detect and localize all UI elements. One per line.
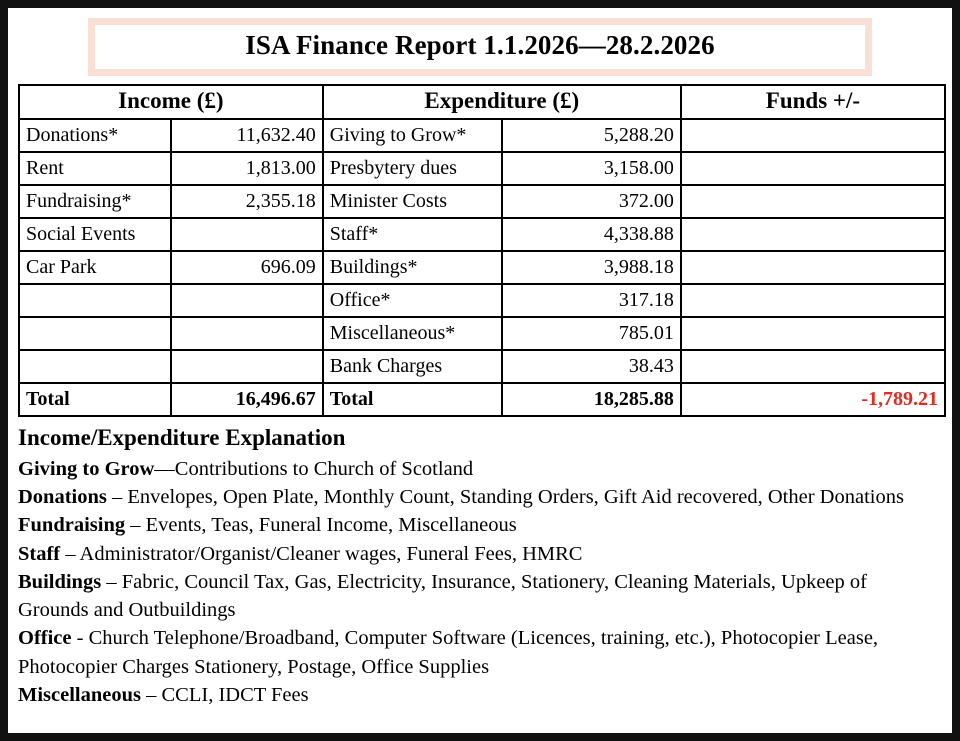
expenditure-label-5: Office* <box>323 284 502 317</box>
explanation-detail-4: Fabric, Council Tax, Gas, Electricity, Insurance, Stationery, Cleaning Materials, Upkeep of Grounds and Outbuildings <box>18 570 867 622</box>
income-label-0: Donations* <box>19 119 171 152</box>
table-row <box>19 317 945 350</box>
expenditure-label-1: Presbytery dues <box>323 152 502 185</box>
funds-value-1 <box>681 152 945 185</box>
income-amount-1: 1,813.00 <box>171 152 323 185</box>
income-label-5 <box>19 284 171 317</box>
income-label-3: Social Events <box>19 218 171 251</box>
explanation-detail-1: Envelopes, Open Plate, Monthly Count, Standing Orders, Gift Aid recovered, Other Donations <box>127 486 904 509</box>
expenditure-total-label: Total <box>323 383 502 416</box>
income-amount-6 <box>171 317 323 350</box>
expenditure-amount-5: 317.18 <box>502 284 681 317</box>
explanation-term-3: Staff <box>18 542 61 565</box>
funds-value-0 <box>681 119 945 152</box>
finance-table <box>18 84 946 417</box>
expenditure-amount-3: 4,338.88 <box>502 218 681 251</box>
income-amount-2: 2,355.18 <box>171 185 323 218</box>
explanation-list <box>18 455 942 710</box>
expenditure-label-2: Minister Costs <box>323 185 502 218</box>
income-amount-3 <box>171 218 323 251</box>
explanation-term-6: Miscellaneous <box>18 684 141 707</box>
explanation-entry <box>18 483 942 511</box>
funds-total-value: -1,789.21 <box>681 383 945 416</box>
explanation-entry <box>18 540 942 568</box>
explanation-term-1: Donations <box>18 486 107 509</box>
expenditure-amount-0: 5,288.20 <box>502 119 681 152</box>
expenditure-amount-4: 3,988.18 <box>502 251 681 284</box>
expenditure-amount-6: 785.01 <box>502 317 681 350</box>
income-label-6 <box>19 317 171 350</box>
table-row <box>19 119 945 152</box>
expenditure-amount-7: 38.43 <box>502 350 681 383</box>
header-funds: Funds +/- <box>681 85 945 119</box>
explanation-entry <box>18 455 942 483</box>
income-amount-0: 11,632.40 <box>171 119 323 152</box>
explanation-entry <box>18 568 942 625</box>
explanation-term-5: Office <box>18 627 72 650</box>
table-header <box>19 85 945 119</box>
income-amount-5 <box>171 284 323 317</box>
header-income: Income (£) <box>19 85 323 119</box>
income-amount-4: 696.09 <box>171 251 323 284</box>
expenditure-label-3: Staff* <box>323 218 502 251</box>
expenditure-label-7: Bank Charges <box>323 350 502 383</box>
income-label-4: Car Park <box>19 251 171 284</box>
funds-value-4 <box>681 251 945 284</box>
funds-value-6 <box>681 317 945 350</box>
explanation-separator-5: - <box>71 627 89 650</box>
explanation-detail-6: CCLI, IDCT Fees <box>161 684 309 707</box>
explanation-section <box>16 424 944 733</box>
header-row <box>19 85 945 119</box>
income-label-2: Fundraising* <box>19 185 171 218</box>
table-total-row <box>19 383 945 416</box>
expenditure-label-6: Miscellaneous* <box>323 317 502 350</box>
explanation-entry <box>18 511 942 539</box>
explanation-separator-4: – <box>101 570 122 593</box>
expenditure-amount-1: 3,158.00 <box>502 152 681 185</box>
expenditure-label-0: Giving to Grow* <box>323 119 502 152</box>
explanation-heading: Income/Expenditure Explanation <box>18 424 346 450</box>
funds-value-5 <box>681 284 945 317</box>
explanation-term-4: Buildings <box>18 570 102 593</box>
table-row <box>19 251 945 284</box>
explanation-detail-3: Administrator/Organist/Cleaner wages, Funeral Fees, HMRC <box>79 542 583 565</box>
funds-value-7 <box>681 350 945 383</box>
explanation-detail-5: Church Telephone/Broadband, Computer Software (Licences, training, etc.), Photocopier Lease, Photocopier Charges Stationery, Postage, Office Supplies <box>18 627 879 678</box>
table-row <box>19 185 945 218</box>
explanation-entry <box>18 624 942 681</box>
explanation-detail-2: Events, Teas, Funeral Income, Miscellaneous <box>145 514 517 537</box>
title-box <box>88 18 872 76</box>
explanation-separator-0: — <box>154 457 175 480</box>
funds-value-3 <box>681 218 945 251</box>
income-total-label: Total <box>19 383 171 416</box>
income-amount-7 <box>171 350 323 383</box>
table-row <box>19 218 945 251</box>
explanation-separator-2: – <box>125 514 146 537</box>
table-body <box>19 119 945 416</box>
explanation-term-0: Giving to Grow <box>18 457 155 480</box>
funds-value-2 <box>681 185 945 218</box>
income-label-1: Rent <box>19 152 171 185</box>
expenditure-total-amount: 18,285.88 <box>502 383 681 416</box>
expenditure-amount-2: 372.00 <box>502 185 681 218</box>
page-title: ISA Finance Report 1.1.2026—28.2.2026 <box>245 30 715 60</box>
table-row <box>19 152 945 185</box>
explanation-separator-6: – <box>141 684 162 707</box>
explanation-term-2: Fundraising <box>18 514 126 537</box>
explanation-detail-0: Contributions to Church of Scotland <box>174 457 474 480</box>
page-inner <box>8 8 952 733</box>
explanation-separator-3: – <box>60 542 80 565</box>
expenditure-label-4: Buildings* <box>323 251 502 284</box>
income-total-amount: 16,496.67 <box>171 383 323 416</box>
explanation-entry <box>18 681 942 709</box>
table-row <box>19 350 945 383</box>
table-row <box>19 284 945 317</box>
header-expenditure: Expenditure (£) <box>323 85 681 119</box>
explanation-separator-1: – <box>106 486 128 509</box>
income-label-7 <box>19 350 171 383</box>
